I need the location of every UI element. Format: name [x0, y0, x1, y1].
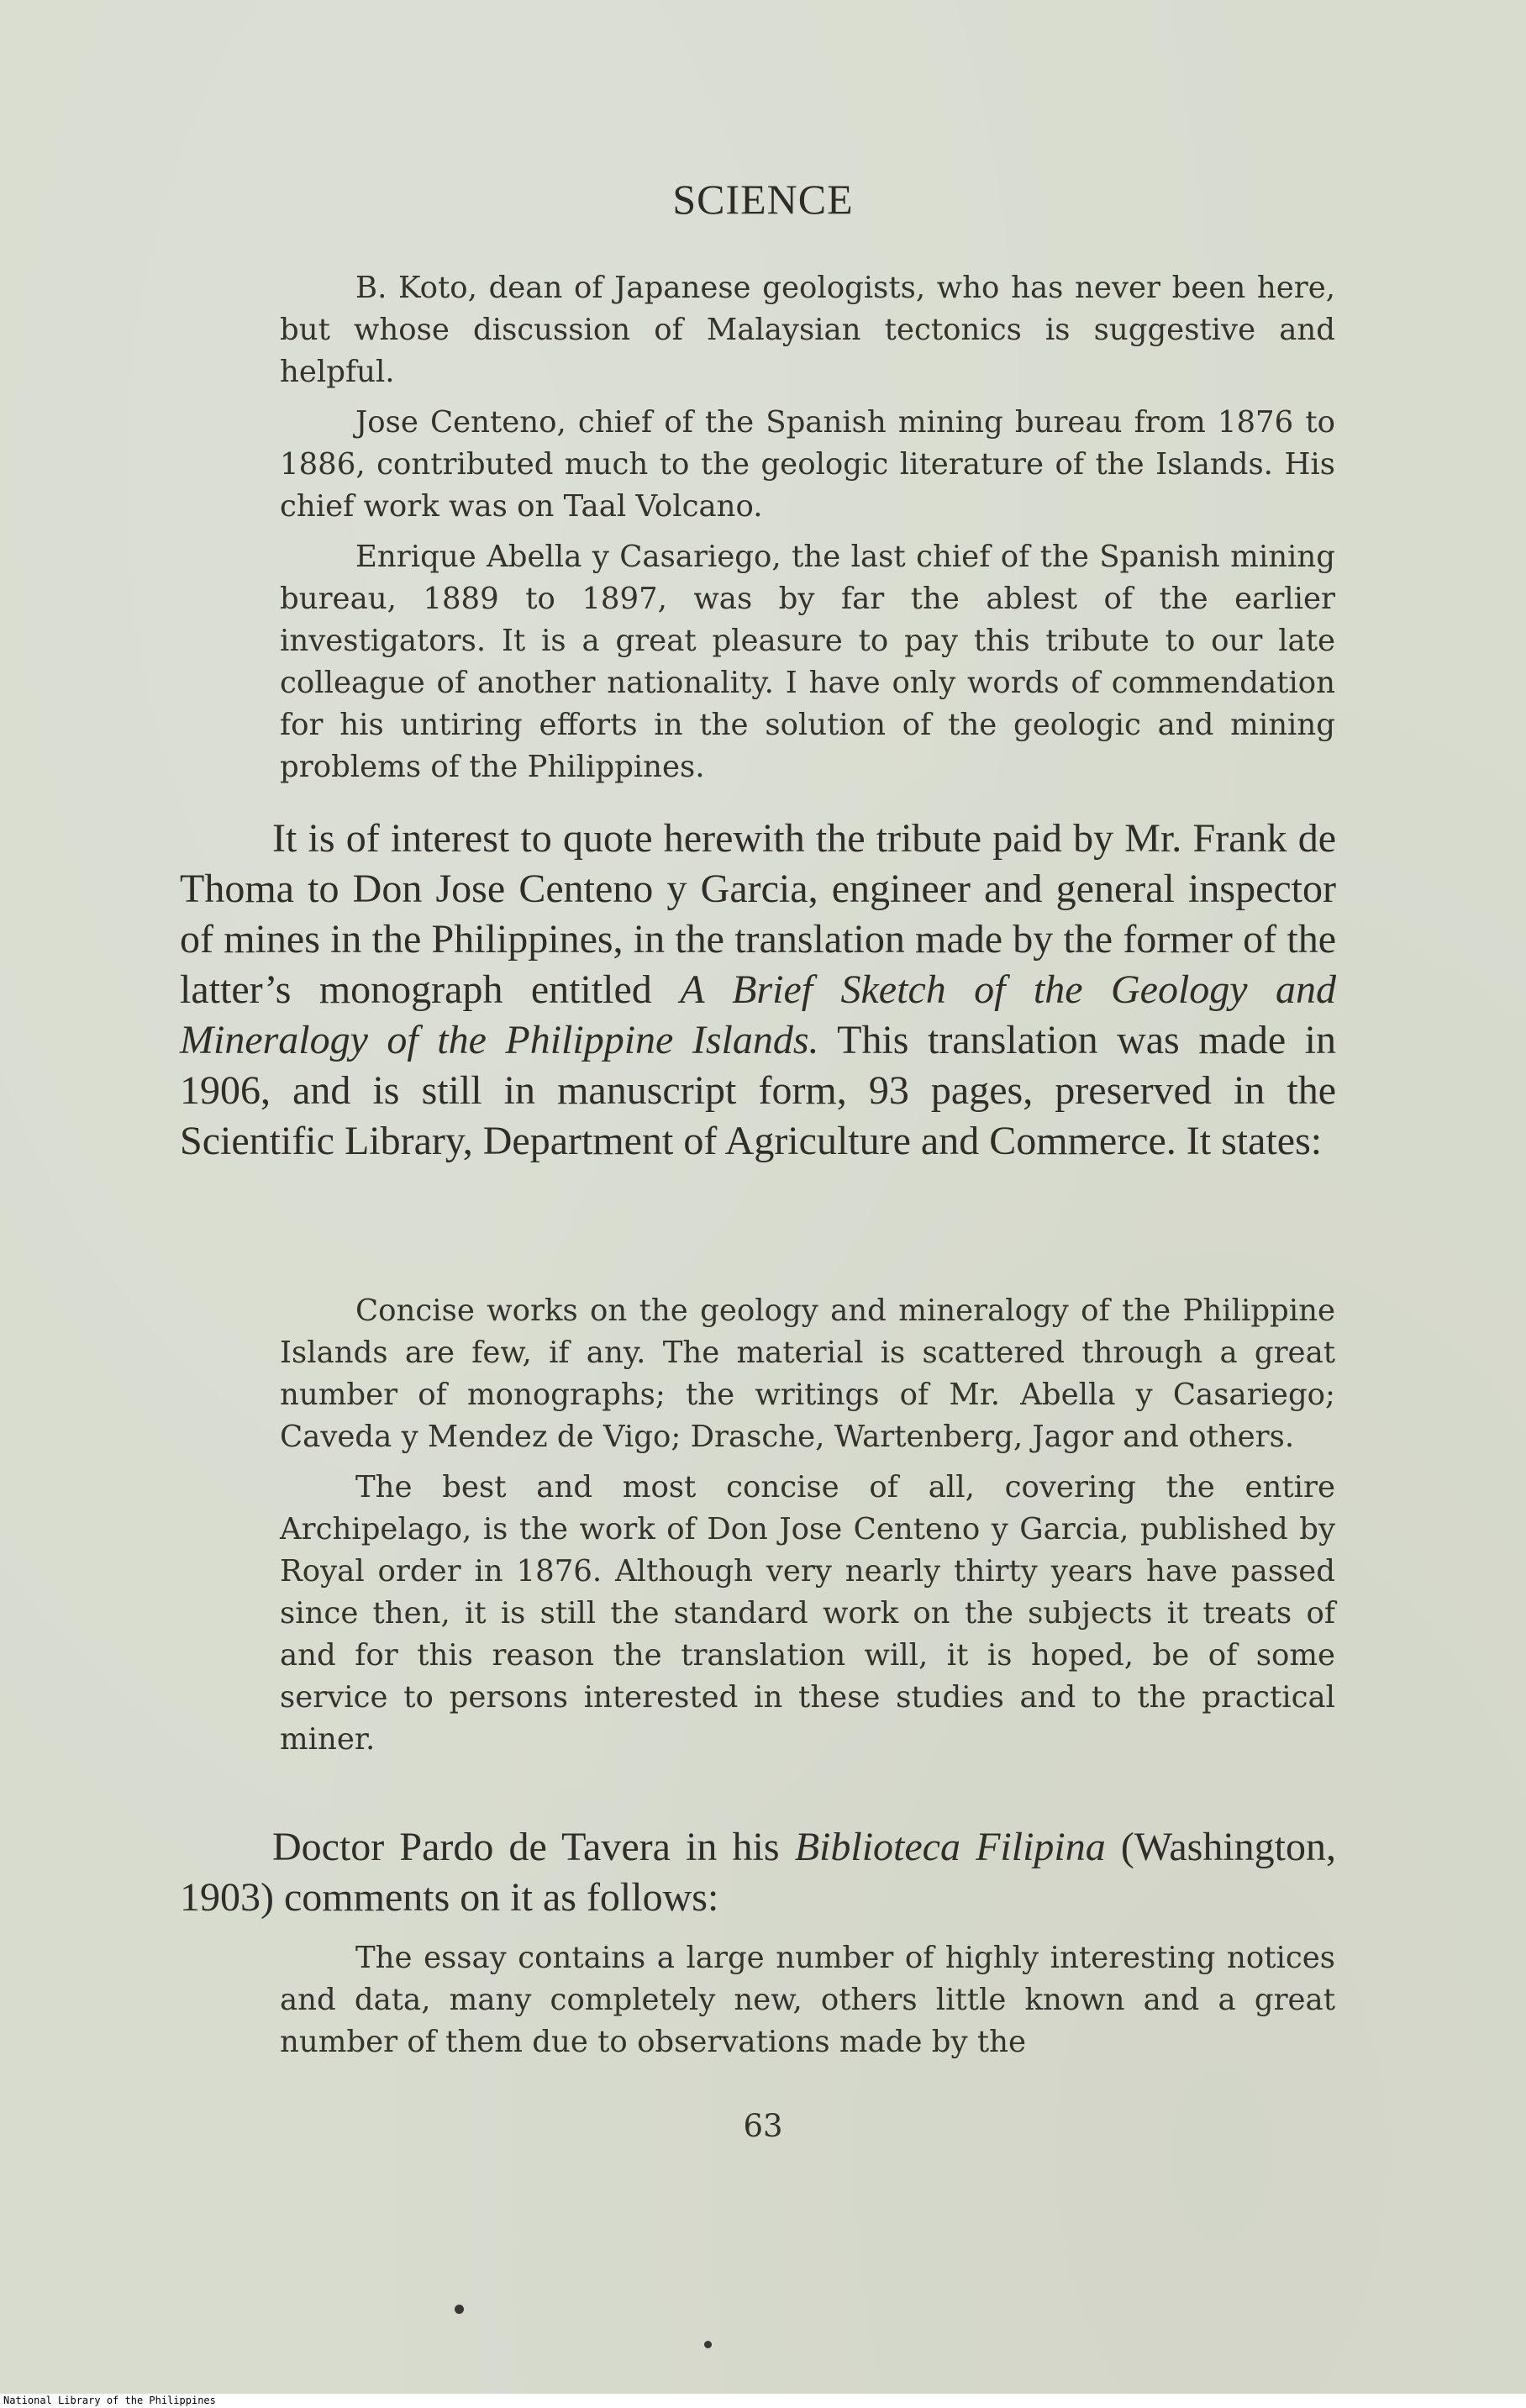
tavera-paragraph: [180, 1822, 1336, 1923]
biblioteca-title: Biblioteca Filipina: [794, 1825, 1106, 1869]
running-head: SCIENCE: [672, 176, 854, 223]
paper-speck: [455, 2305, 464, 2314]
paragraph-centeno: Jose Centeno, chief of the Spanish mining bureau from 1876 to 1886, contributed much to the geologic literature of the Islands. His chief work was on Taal Volcano.: [280, 405, 1335, 524]
paragraph-abella: Enrique Abella y Casariego, the last chief of the Spanish mining bureau, 1889 to 1897, was by far the ablest of the earlier investigators. It is a great pleasure to pay this tribute to our late colleague of another nationality. I have only words of commendation for his untiring efforts in the solution of the geologic and mining problems of the Philippines.: [280, 540, 1335, 784]
tavera-text-after: (Washington, 1903) comments on it as follows:: [180, 1825, 1337, 1920]
tribute-text-after: This translation was made in 1906, and is still in manuscript form, 93 pages, preserved in the Scientific Library, Department of Agriculture and Commerce. It states:: [180, 1018, 1336, 1163]
tribute-paragraph: [180, 814, 1336, 1167]
paper-speck: [704, 2341, 712, 2348]
tribute-text-before: It is of interest to quote herewith the tribute paid by Mr. Frank de Thoma to Don Jose Centeno y Garcia, engineer and general inspector of mines in the Philippines, in the translation made by the former of the latter’s monograph entitled: [180, 816, 1336, 1012]
page-number: 63: [743, 2108, 783, 2144]
tavera-text-before: Doctor Pardo de Tavera in his: [272, 1825, 795, 1869]
paragraph-koto: B. Koto, dean of Japanese geologists, who has never been here, but whose discussion of Malaysian tectonics is suggestive and helpful.: [280, 271, 1335, 389]
paragraph-concise-works: Concise works on the geology and mineralogy of the Philippine Islands are few, if any. The material is scattered through a great number of monographs; the writings of Mr. Abella y Casariego; Caveda y Mendez de Vigo; Drasche, Wartenberg, Jagor and others.: [280, 1294, 1335, 1454]
monograph-title: A Brief Sketch of the Geology and Mineralogy of the Philippine Islands.: [180, 967, 1336, 1062]
quoted-block-tavera: [280, 1937, 1335, 2072]
paragraph-best-work: The best and most concise of all, covering the entire Archipelago, is the work of Don Jose Centeno y Garcia, published by Royal order in 1876. Although very nearly thirty years have passed since then, it is still the standard work on the subjects it treats of and for this reason the translation will, it is hoped, be of some service to persons interested in these studies and to the practical miner.: [280, 1470, 1335, 1757]
footer-credit: National Library of the Philippines: [3, 2395, 216, 2406]
body-paragraph-tavera: [180, 1822, 1336, 1923]
quoted-block-thoma: [280, 1290, 1335, 1769]
quoted-block-contributors: [280, 267, 1335, 797]
body-paragraph-tribute: [180, 814, 1336, 1167]
paragraph-essay: The essay contains a large number of highly interesting notices and data, many completely new, others little known and a great number of them due to observations made by the: [280, 1941, 1335, 2059]
